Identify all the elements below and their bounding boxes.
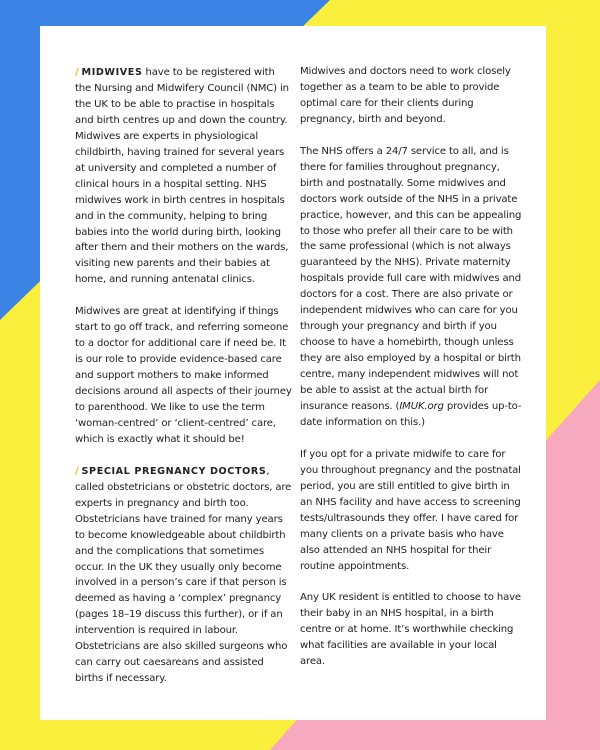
nhs-text-tail: provides up-to-date information on this.) <box>300 401 522 428</box>
slash-marker: / <box>75 465 79 477</box>
doctors-heading: SPECIAL PREGNANCY DOCTORS <box>81 465 267 477</box>
nhs-text: The NHS offers a 24/7 service to all, and is there for families throughout pregnancy, birth and postnatally. Some midwives and doctors work outside of the NHS in a private practice, however, and this can be appealing to those who prefer all their care to be with the same professional (which is not always guaranteed by the NHS). Private maternity hospitals provide full care with midwives and doctors for a cost. There are also private or independent midwives who can care for you through your pregnancy and birth if you choose to have a homebirth, though unless they are also employed by a hospital or birth centre, many independent midwives will not be able to assist at the actual birth for insurance reasons. ( <box>300 145 522 412</box>
doctors-text: , called obstetricians or obstetric doctors, are experts in pregnancy and birth too. Obstetricians have trained for many years to become knowledgeable about childbirth and the complications that sometimes occur. In the UK they usually only become involved in a person’s care if that person is deemed as having a ‘complex’ pregnancy (pages 18–19 discuss this further), or if an intervention is required in labour. Obstetricians are also skilled surgeons who can carry out caesareans and assisted births if necessary. <box>75 465 292 685</box>
nhs-paragraph <box>300 144 522 431</box>
midwives-heading: MIDWIVES <box>81 67 143 78</box>
doctors-paragraph <box>75 464 293 687</box>
right-column <box>300 64 522 686</box>
private-midwife-paragraph: If you opt for a private midwife to care for you throughout pregnancy and the postnatal period, you are still entitled to give birth in an NHS facility and have access to screening tests/ultrasounds they offer. I have cared for many clients on a private basis who have also attended an NHS hospital for their routine appointments. <box>300 448 521 572</box>
uk-resident-paragraph: Any UK resident is entitled to choose to have their baby in an NHS hospital, in a birth centre or at home. It’s worthwhile checking what facilities are available in your local area. <box>300 592 521 668</box>
teamwork-paragraph: Midwives and doctors need to work closely together as a team to be able to provide optimal care for their clients during pregnancy, birth and beyond. <box>300 66 511 125</box>
imuk-reference: IMUK.org <box>399 401 444 412</box>
midwives-role-paragraph: Midwives are great at identifying if things start to go off track, and referring someone to a doctor for additional care if need be. It is our role to provide evidence-based care and support mothers to make informed decisions around all aspects of their journey to parenthood. We like to use the term ‘woman-centred’ or ‘client-centred’ care, which is exactly what it should be! <box>75 306 292 445</box>
midwives-paragraph <box>75 65 293 288</box>
slash-marker: / <box>75 67 79 78</box>
text-page <box>40 26 546 720</box>
midwives-text: have to be registered with the Nursing and Midwifery Council (NMC) in the UK to be able to practise in hospitals and birth centres up and down the country. Midwives are experts in physiological childbirth, having trained for several years at university and completed a number of clinical hours in a hospital setting. NHS midwives work in birth centres in hospitals and in the community, helping to bring babies into the world during birth, looking after them and their mothers on the wards, visiting new parents and their babies at home, and running antenatal clinics. <box>75 67 289 286</box>
left-column <box>75 65 293 703</box>
